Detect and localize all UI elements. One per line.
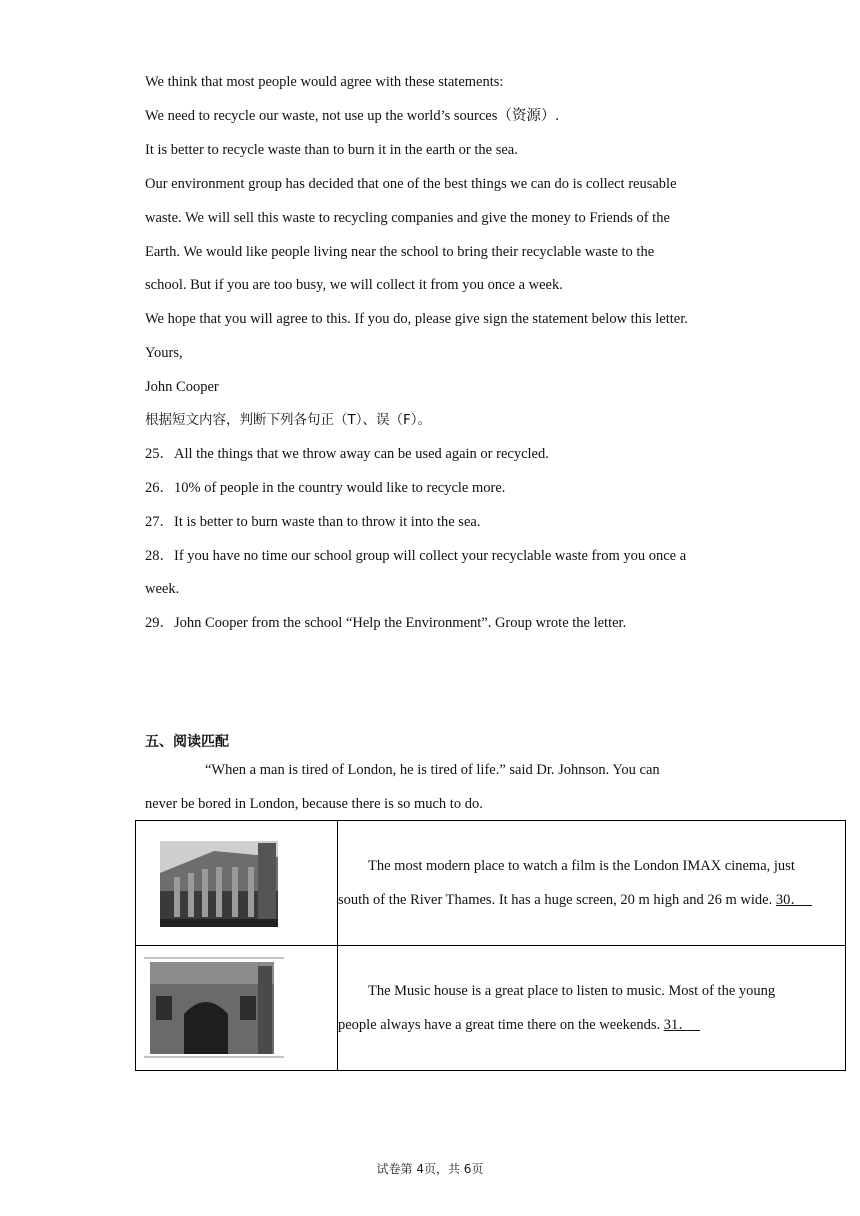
answer-blank-30[interactable]: 30．: [775, 892, 805, 908]
intro-line-1: “When a man is tired of London, he is tired of life.” said Dr. Johnson. You can: [205, 762, 660, 778]
archway-photo-icon: [144, 956, 284, 1060]
question-26: 26．10% of people in the country would like to recycle more.: [145, 480, 506, 496]
letter-line-5: waste. We will sell this waste to recycling companies and give the money to Friends of the: [145, 210, 670, 226]
section-title: 五、阅读匹配: [145, 734, 229, 750]
row-text-line-1: The most modern place to watch a film is the London IMAX cinema, just: [368, 858, 795, 874]
question-27: 27．It is better to burn waste than to throw it into the sea.: [145, 514, 481, 530]
letter-line-1: We think that most people would agree with these statements:: [145, 74, 504, 90]
matching-table: [135, 820, 846, 1071]
question-28: 28．If you have no time our school group will collect your recyclable waste from you once a: [145, 548, 687, 564]
page-footer: 试卷第 4页，共 6页: [376, 1162, 484, 1176]
text-cell: [338, 821, 846, 946]
answer-blank-31[interactable]: 31．: [663, 1017, 693, 1033]
letter-signature: John Cooper: [145, 379, 219, 395]
letter-line-7: school. But if you are too busy, we will collect it from you once a week.: [145, 277, 563, 293]
row-text-line-1: The Music house is a great place to listen to music. Most of the young: [368, 983, 776, 999]
table-row: [136, 821, 846, 946]
letter-line-6: Earth. We would like people living near the school to bring their recyclable waste to the: [145, 244, 655, 260]
letter-line-4: Our environment group has decided that one of the best things we can do is collect reusable: [145, 176, 677, 192]
letter-line-8: We hope that you will agree to this. If you do, please give sign the statement below this letter.: [145, 311, 688, 327]
letter-line-3: It is better to recycle waste than to burn it in the earth or the sea.: [145, 142, 518, 158]
question-29: 29．John Cooper from the school “Help the Environment”. Group wrote the letter.: [145, 615, 627, 631]
row-text-line-2: south of the River Thames. It has a huge screen, 20 m high and 26 m wide.: [338, 892, 773, 908]
question-28-cont: week.: [145, 581, 180, 597]
tf-instruction: 根据短文内容，判断下列各句正（T）、误（F）。: [145, 412, 432, 428]
intro-line-2: never be bored in London, because there is so much to do.: [145, 796, 483, 812]
image-cell: [136, 946, 338, 1071]
table-row: [136, 946, 846, 1071]
text-cell: [338, 946, 846, 1071]
row-text-line-2: people always have a great time there on the weekends.: [338, 1017, 661, 1033]
letter-line-2: We need to recycle our waste, not use up the world’s sources（资源）.: [145, 108, 559, 124]
image-cell: [136, 821, 338, 946]
letter-closing: Yours,: [145, 345, 183, 361]
building-photo-icon: [154, 833, 294, 933]
question-25: 25．All the things that we throw away can be used again or recycled.: [145, 446, 549, 462]
